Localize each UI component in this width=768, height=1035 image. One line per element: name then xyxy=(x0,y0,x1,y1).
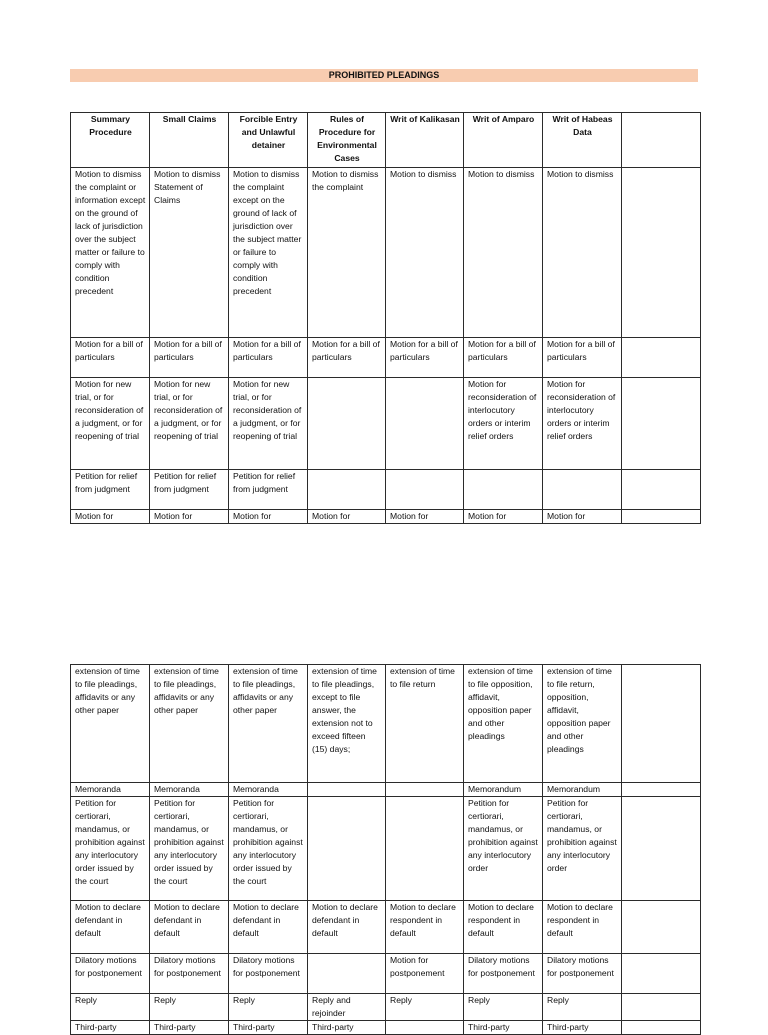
table-cell: Dilatory motions for postponement xyxy=(150,954,229,994)
table-cell xyxy=(308,783,386,797)
table-cell: Motion to declare respondent in default xyxy=(543,901,622,954)
table-cell xyxy=(386,378,464,470)
table-cell: Motion for new trial, or for reconsideration of a judgment, or for reopening of trial xyxy=(71,378,150,470)
table-cell: Reply xyxy=(229,994,308,1021)
table-cell xyxy=(622,168,701,338)
table-cell: Motion to dismiss the complaint except on the ground of lack of jurisdiction over the subject matter or failure to comply with condition precedent xyxy=(229,168,308,338)
table-cell: Third-party xyxy=(543,1021,622,1035)
table-row xyxy=(71,797,701,901)
table-cell: Third-party xyxy=(71,1021,150,1035)
table-cell: Petition for certiorari, mandamus, or prohibition against any interlocutory order xyxy=(464,797,543,901)
table-cell: Reply xyxy=(71,994,150,1021)
table-cell: Motion for a bill of particulars xyxy=(464,338,543,378)
table-cell: Dilatory motions for postponement xyxy=(229,954,308,994)
table-cell: Petition for certiorari, mandamus, or prohibition against any interlocutory order issued by the court xyxy=(71,797,150,901)
table-cell: Motion for a bill of particulars xyxy=(308,338,386,378)
table-cell: Motion for postponement xyxy=(386,954,464,994)
table-cell: Reply xyxy=(543,994,622,1021)
table-row xyxy=(71,470,701,510)
table-cell: Motion to declare defendant in default xyxy=(71,901,150,954)
table-cell: Petition for relief from judgment xyxy=(71,470,150,510)
table-cell: extension of time to file pleadings, affidavits or any other paper xyxy=(150,665,229,783)
table-cell: Reply and rejoinder xyxy=(308,994,386,1021)
header-row xyxy=(71,113,701,168)
table-cell: Memoranda xyxy=(71,783,150,797)
header-cell: Small Claims xyxy=(150,113,229,168)
table-cell: Motion for a bill of particulars xyxy=(543,338,622,378)
table-cell xyxy=(622,954,701,994)
table-cell: Motion to dismiss xyxy=(543,168,622,338)
header-cell: Writ of Amparo xyxy=(464,113,543,168)
table-row xyxy=(71,954,701,994)
header-cell: Writ of Habeas Data xyxy=(543,113,622,168)
table-cell xyxy=(622,1021,701,1035)
prohibited-pleadings-table-part-2 xyxy=(70,664,701,1035)
table-cell: Third-party xyxy=(150,1021,229,1035)
table-cell: Motion for xyxy=(386,510,464,524)
table-cell: Motion for xyxy=(543,510,622,524)
table-cell: Motion to declare respondent in default xyxy=(464,901,543,954)
table-cell: Motion to dismiss the complaint xyxy=(308,168,386,338)
table-cell: Memoranda xyxy=(229,783,308,797)
table-cell xyxy=(622,510,701,524)
table-cell: Reply xyxy=(386,994,464,1021)
table-cell xyxy=(622,665,701,783)
table-cell: extension of time to file pleadings, affidavits or any other paper xyxy=(71,665,150,783)
table-cell xyxy=(386,783,464,797)
table-cell: Petition for certiorari, mandamus, or prohibition against any interlocutory order issued by the court xyxy=(229,797,308,901)
table-cell: Motion for a bill of particulars xyxy=(71,338,150,378)
prohibited-pleadings-table-part-1 xyxy=(70,112,701,524)
table-cell: Petition for certiorari, mandamus, or prohibition against any interlocutory order xyxy=(543,797,622,901)
table-cell xyxy=(386,797,464,901)
table-cell: Dilatory motions for postponement xyxy=(71,954,150,994)
header-cell: Summary Procedure xyxy=(71,113,150,168)
table-cell: Motion to dismiss Statement of Claims xyxy=(150,168,229,338)
table-cell: extension of time to file opposition, affidavit, opposition paper and other pleadings xyxy=(464,665,543,783)
table-cell: Motion to dismiss xyxy=(386,168,464,338)
page-title: PROHIBITED PLEADINGS xyxy=(70,69,698,82)
table-row xyxy=(71,1021,701,1035)
table-cell: Third-party xyxy=(464,1021,543,1035)
table-cell: Dilatory motions for postponement xyxy=(543,954,622,994)
table-cell xyxy=(622,470,701,510)
table-cell xyxy=(622,901,701,954)
table-cell: Motion to declare defendant in default xyxy=(150,901,229,954)
table-cell: Motion to declare defendant in default xyxy=(308,901,386,954)
table-cell: Memoranda xyxy=(150,783,229,797)
table-row xyxy=(71,783,701,797)
table-cell: Motion for a bill of particulars xyxy=(229,338,308,378)
table-row xyxy=(71,510,701,524)
table-cell xyxy=(543,470,622,510)
table-cell xyxy=(386,1021,464,1035)
table-cell: Reply xyxy=(464,994,543,1021)
table-row xyxy=(71,994,701,1021)
table-cell xyxy=(308,797,386,901)
table-cell: Motion for new trial, or for reconsideration of a judgment, or for reopening of trial xyxy=(150,378,229,470)
table-cell: Motion for xyxy=(464,510,543,524)
table-row xyxy=(71,665,701,783)
table-cell xyxy=(308,954,386,994)
table-cell: extension of time to file return, opposition, affidavit, opposition paper and other pleadings xyxy=(543,665,622,783)
table-cell: Motion for new trial, or for reconsideration of a judgment, or for reopening of trial xyxy=(229,378,308,470)
table-cell: Motion for xyxy=(308,510,386,524)
table-cell: Reply xyxy=(150,994,229,1021)
table-cell: Motion to declare defendant in default xyxy=(229,901,308,954)
table-cell: Memorandum xyxy=(464,783,543,797)
table-cell: Petition for relief from judgment xyxy=(150,470,229,510)
table-cell: Motion for xyxy=(150,510,229,524)
table-cell: Motion for a bill of particulars xyxy=(150,338,229,378)
table-cell xyxy=(464,470,543,510)
table-cell xyxy=(386,470,464,510)
table-cell: Third-party xyxy=(308,1021,386,1035)
table-cell xyxy=(622,797,701,901)
table-cell xyxy=(308,378,386,470)
table-cell: Motion to dismiss xyxy=(464,168,543,338)
table-cell xyxy=(622,378,701,470)
table-row xyxy=(71,378,701,470)
table-cell: Third-party xyxy=(229,1021,308,1035)
table-cell: Motion for a bill of particulars xyxy=(386,338,464,378)
table-cell: Motion for xyxy=(229,510,308,524)
header-cell xyxy=(622,113,701,168)
table-cell: Motion for xyxy=(71,510,150,524)
table-cell: Motion to dismiss the complaint or information except on the ground of lack of jurisdiction over the subject matter or failure to comply with condition precedent xyxy=(71,168,150,338)
table-cell: extension of time to file pleadings, except to file answer, the extension not to exceed fifteen (15) days; xyxy=(308,665,386,783)
table-cell: Petition for relief from judgment xyxy=(229,470,308,510)
table-cell xyxy=(622,783,701,797)
table-cell: extension of time to file return xyxy=(386,665,464,783)
table-cell: extension of time to file pleadings, affidavits or any other paper xyxy=(229,665,308,783)
header-cell: Rules of Procedure for Environmental Cases xyxy=(308,113,386,168)
header-cell: Writ of Kalikasan xyxy=(386,113,464,168)
table-row xyxy=(71,338,701,378)
table-cell: Petition for certiorari, mandamus, or prohibition against any interlocutory order issued by the court xyxy=(150,797,229,901)
table-cell: Motion for reconsideration of interlocutory orders or interim relief orders xyxy=(543,378,622,470)
table-row xyxy=(71,901,701,954)
table-cell: Dilatory motions for postponement xyxy=(464,954,543,994)
table-cell xyxy=(622,994,701,1021)
table-cell: Memorandum xyxy=(543,783,622,797)
table-cell: Motion to declare respondent in default xyxy=(386,901,464,954)
table-cell xyxy=(308,470,386,510)
header-cell: Forcible Entry and Unlawful detainer xyxy=(229,113,308,168)
table-row xyxy=(71,168,701,338)
table-cell xyxy=(622,338,701,378)
table-cell: Motion for reconsideration of interlocutory orders or interim relief orders xyxy=(464,378,543,470)
